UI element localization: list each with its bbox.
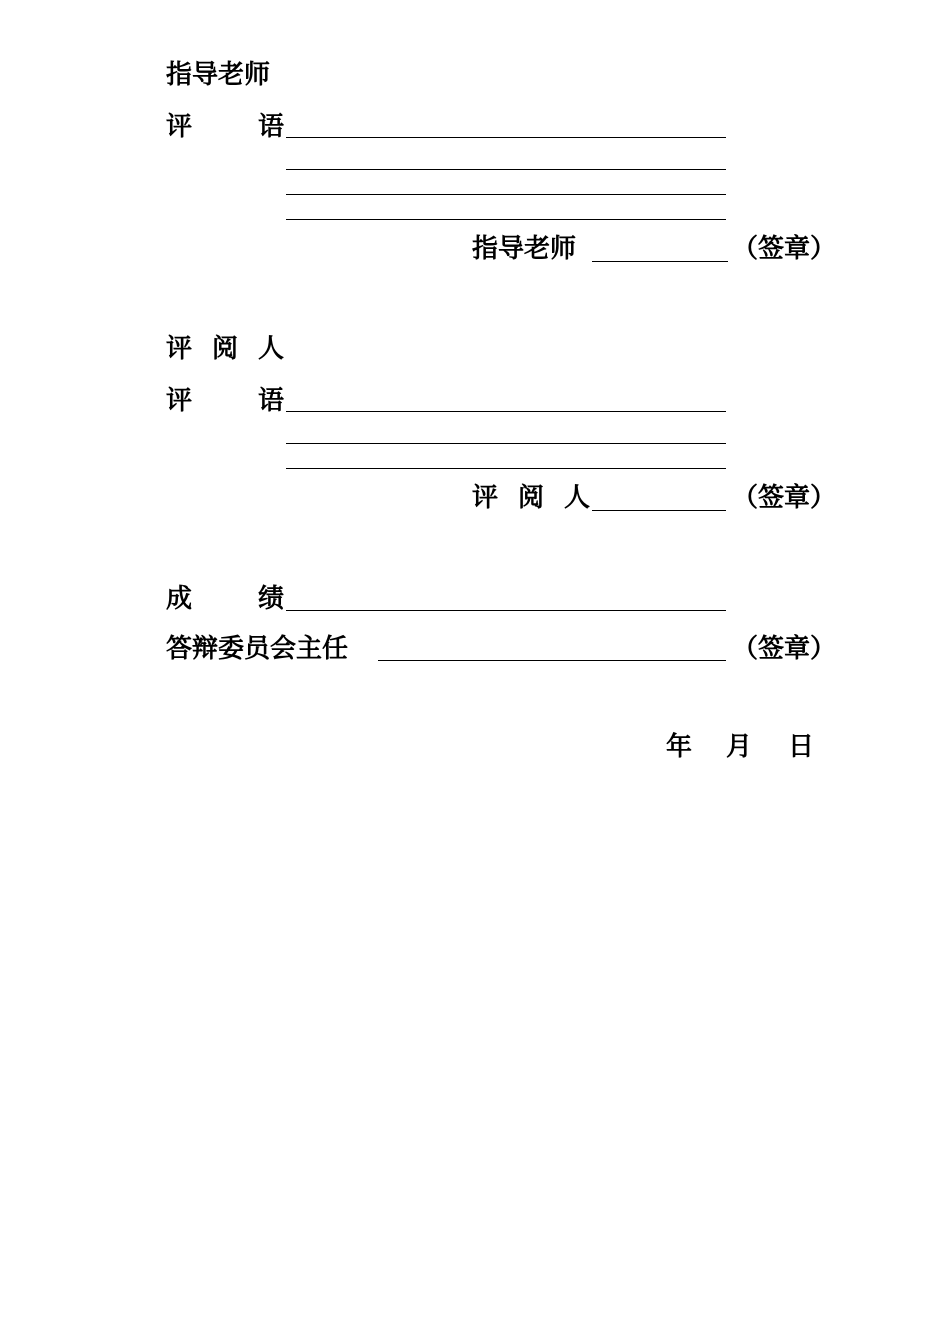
date-day: 日 (788, 732, 815, 762)
reviewer-heading-char-1: 评 (166, 334, 193, 364)
grade-line[interactable] (286, 610, 726, 611)
advisor-comment-line-1[interactable] (286, 137, 726, 138)
advisor-sign-suffix: （签章） (732, 234, 837, 264)
reviewer-comment-label-left: 评 (166, 386, 193, 416)
date-year: 年 (666, 732, 693, 762)
grade-label-left: 成 (166, 584, 193, 614)
advisor-sign-label: 指导老师 (472, 234, 577, 264)
advisor-comment-line-2[interactable] (286, 169, 726, 170)
advisor-heading: 指导老师 (166, 60, 271, 90)
reviewer-heading-char-3: 人 (258, 334, 285, 364)
reviewer-sign-char-1: 评 (472, 483, 499, 513)
reviewer-heading-char-2: 阅 (212, 334, 239, 364)
advisor-comment-line-4[interactable] (286, 219, 726, 220)
reviewer-sign-char-2: 阅 (518, 483, 545, 513)
committee-chair-label: 答辩委员会主任 (166, 634, 349, 664)
reviewer-sign-suffix: （签章） (732, 483, 837, 513)
reviewer-sign-line[interactable] (592, 510, 726, 511)
reviewer-comment-label-right: 语 (258, 386, 285, 416)
advisor-sign-line[interactable] (592, 261, 728, 262)
reviewer-comment-line-3[interactable] (286, 468, 726, 469)
advisor-comment-line-3[interactable] (286, 194, 726, 195)
committee-sign-suffix: （签章） (732, 634, 837, 664)
reviewer-sign-char-3: 人 (564, 483, 591, 513)
advisor-comment-label-right: 语 (258, 112, 285, 142)
reviewer-comment-line-1[interactable] (286, 411, 726, 412)
committee-chair-sign-line[interactable] (378, 660, 726, 661)
grade-label-right: 绩 (258, 584, 285, 614)
date-month: 月 (726, 732, 753, 762)
advisor-comment-label-left: 评 (166, 112, 193, 142)
reviewer-comment-line-2[interactable] (286, 443, 726, 444)
